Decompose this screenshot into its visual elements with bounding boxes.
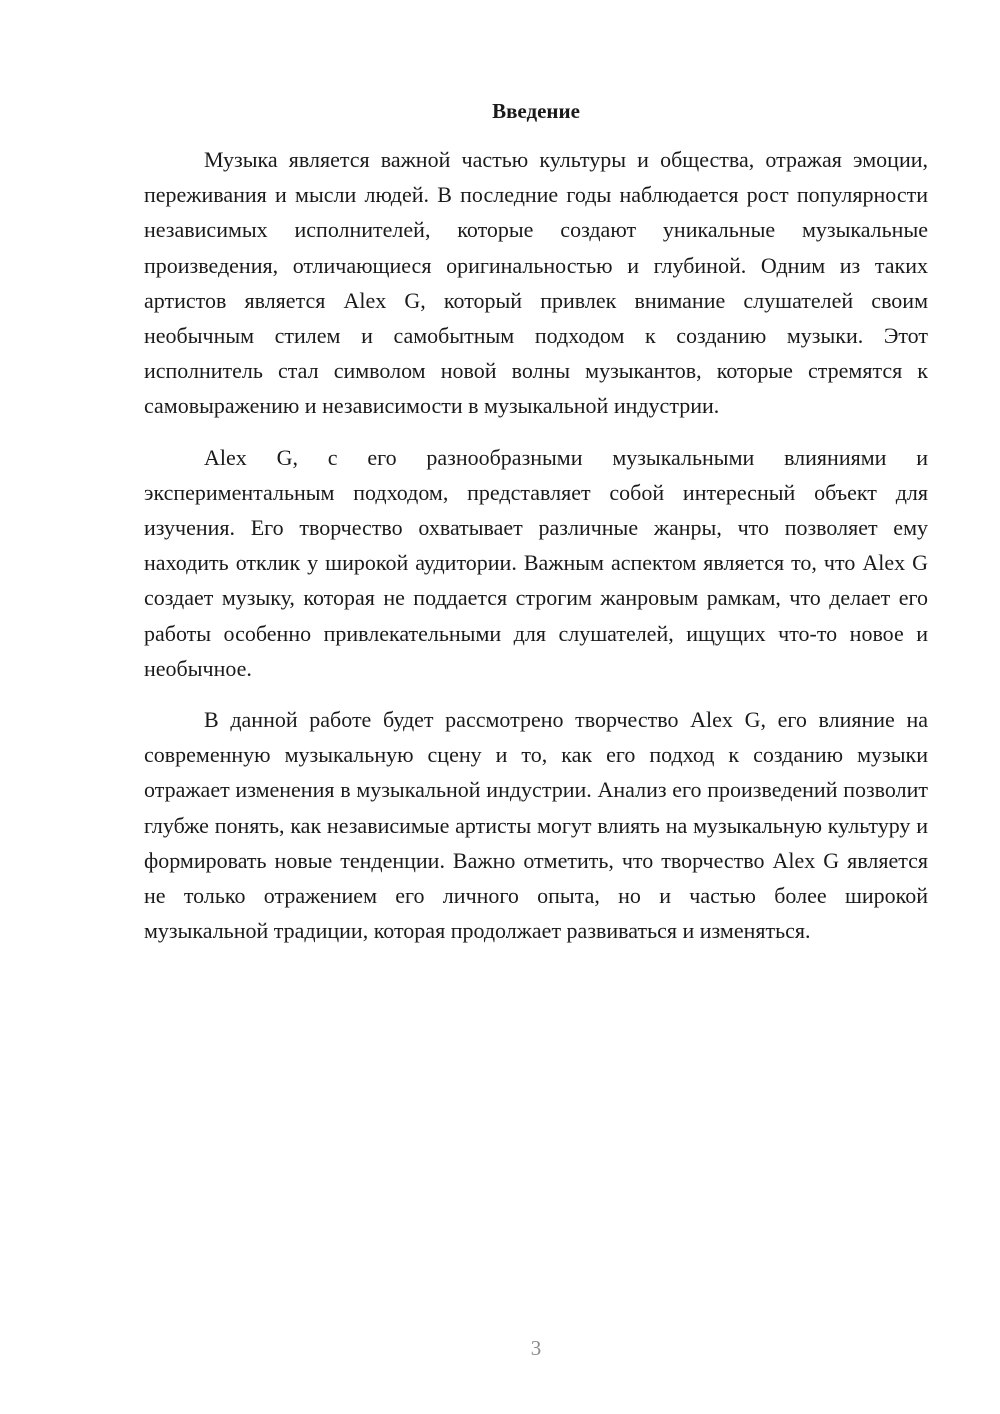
paragraph-3: В данной работе будет рассмотрено творчество Alex G, его влияние на современную музыкальную сцену и то, как его подход к созданию музыки отражает изменения в музыкальной индустрии. Анализ его произведений позволит глубже понять, как независимые артисты могут влиять на музыкальную культуру и формировать новые тенденции. Важно отметить, что творчество Alex G является не только отражением его личного опыта, но и частью более широкой музыкальной традиции, которая продолжает развиваться и изменяться.	[144, 707, 928, 944]
page-number: 3	[530, 1336, 542, 1360]
paragraph-1: Музыка является важной частью культуры и общества, отражая эмоции, переживания и мысли людей. В последние годы наблюдается рост популярности независимых исполнителей, которые создают уникальные музыкальные произведения, отличающиеся оригинальностью и глубиной. Одним из таких артистов является Alex G, который привлек внимание слушателей своим необычным стилем и самобытным подходом к созданию музыки. Этот исполнитель стал символом новой волны музыкантов, которые стремятся к самовыражению и независимости в музыкальной индустрии.	[144, 147, 928, 419]
paragraph-2: Alex G, с его разнообразными музыкальными влияниями и экспериментальным подходом, представляет собой интересный объект для изучения. Его творчество охватывает различные жанры, что позволяет ему находить отклик у широкой аудитории. Важным аспектом является то, что Alex G создает музыку, которая не поддается строгим жанровым рамкам, что делает его работы особенно привлекательными для слушателей, ищущих что-то новое и необычное.	[144, 444, 928, 681]
section-heading: Введение	[492, 99, 580, 123]
body-text	[144, 142, 928, 964]
